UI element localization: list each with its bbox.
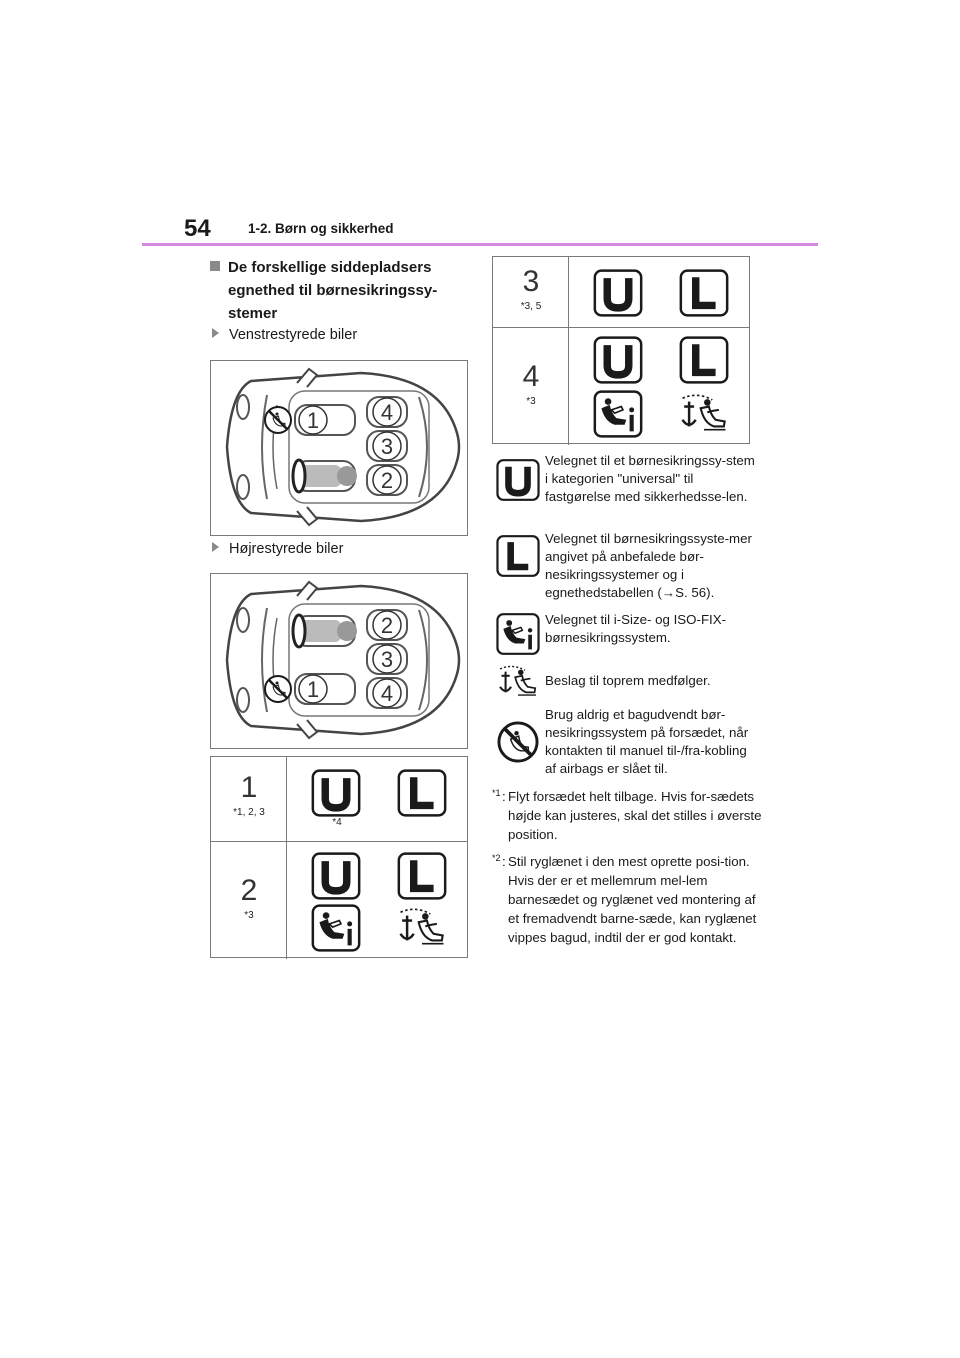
table-row [493,328,749,445]
legend-tether-text: Beslag til toprem medfølger. [545,673,711,688]
right-hand-drive-diagram [210,573,468,749]
footnote-mark: *2 [492,853,501,863]
no-rear-facing-icon [496,720,540,764]
seat-label: 1 [306,408,320,433]
right-hand-drive-label: Højrestyrede biler [212,540,343,558]
seat-label: 4 [380,400,394,425]
triangle-bullet-icon [212,542,219,552]
section-heading: De forskellige siddepladsers egnethed til børnesikringssy-stemer [210,256,475,325]
u-universal-icon [311,852,361,900]
square-bullet-icon [210,261,220,271]
page-number: 54 [184,215,211,242]
u-note: *4 [332,817,342,828]
seat-number: 1 [240,771,258,804]
seat-number: 2 [240,874,258,907]
seat-note: *3 [526,396,536,407]
no-rear-facing-icon [265,407,291,433]
u-universal-icon [496,458,540,502]
legend-warning-text: Brug aldrig et bagudvendt bør-nesikringssystem på forsædet, når kontakten til manuel til-/fra-kobling af airbags er slået til. [545,707,749,776]
u-universal-icon [593,336,643,384]
l-specific-icon [397,852,447,900]
l-specific-icon [397,769,447,817]
i-size-icon [311,904,361,952]
seat-note: *3 [244,910,254,921]
left-hand-drive-label: Venstrestyrede biler [212,326,357,344]
footnote-colon: : [502,854,506,869]
l-specific-icon [496,534,540,578]
top-tether-icon [397,904,447,952]
top-tether-icon [679,390,729,438]
seat-label: 1 [306,677,320,702]
top-tether-icon [496,662,540,702]
l-specific-icon [679,336,729,384]
legend-isize-text: Velegnet til i-Size- og ISO-FIX-børnesikringssystem. [545,612,727,645]
footnote-mark: *1 [492,788,501,798]
seat-note: *1, 2, 3 [233,807,265,818]
table-row [211,842,467,959]
u-universal-icon [593,269,643,317]
seat-suitability-table-right [492,256,750,444]
header-rule [142,243,818,246]
car-top-view-right [211,574,467,748]
table-row [211,757,467,842]
left-hand-drive-diagram [210,360,468,536]
seat-note: *3, 5 [520,301,542,312]
i-size-icon [496,612,540,656]
footnote-1: *1 : Flyt forsædet helt tilbage. Hvis for-sædets højde kan justeres, skal det stilles i øverste position. [492,787,762,844]
l-specific-icon [679,269,729,317]
section-title: 1-2. Børn og sikkerhed [248,221,394,236]
u-universal-icon [311,769,361,817]
seat-number: 3 [522,265,540,298]
seat-number: 4 [522,360,540,393]
legend-specific-text: Velegnet til børnesikringssyste-mer angivet på anbefalede bør-nesikringssystemer og i egnethedstabellen (→S. 56). [545,531,752,600]
car-top-view-left [211,361,467,535]
footnote-2: *2 : Stil ryglænet i den mest oprette posi-tion. Hvis der er et mellemrum mel-lem barnesædet og ryglænet ved montering af et fremadvendt barne-sæde, kan ryglænet vippes bagud, indtil der er god kontakt. [492,852,762,947]
footnote-colon: : [502,789,506,804]
seat-label: 3 [380,434,394,459]
no-rear-facing-icon [265,676,291,702]
seat-label: 2 [380,468,394,493]
legend-universal-text: Velegnet til et børnesikringssy-stem i kategorien "universal" til fastgørelse med sikkerhedsse-len. [545,453,755,504]
seat-label: 4 [380,681,394,706]
seat-suitability-table-left [210,756,468,958]
table-row [493,257,749,328]
seat-label: 3 [380,647,394,672]
triangle-bullet-icon [212,328,219,338]
i-size-icon [593,390,643,438]
seat-label: 2 [380,613,394,638]
